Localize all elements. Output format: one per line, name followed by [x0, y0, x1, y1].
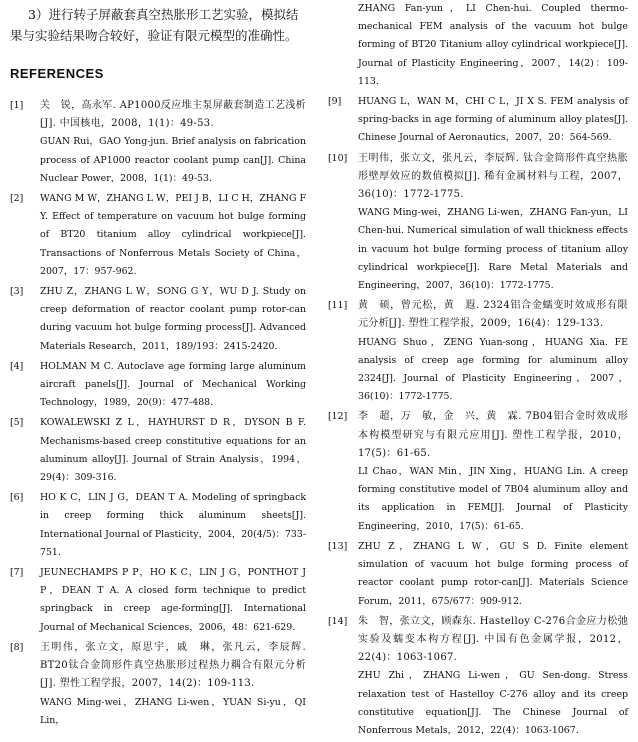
reference-item [328, 297, 628, 406]
reference-number: [10] [328, 152, 348, 164]
reference-text: WANG M W，ZHANG L W，PEI J B，LI C H，ZHANG F Y. Effect of temperature on vacuum hot bulge forming of BT20 titanium alloy cylindrical workpiece[J]. Transactions of Nonferrous Metals Society of China，2007，17：957-962. [40, 193, 306, 277]
reference-number: [6] [10, 492, 24, 504]
reference-item [10, 358, 306, 413]
reference-item [10, 414, 306, 487]
reference-number: [9] [328, 96, 342, 108]
reference-text: HO K C，LIN J G，DEAN T A. Modeling of springback in creep forming thick aluminum sheets[J]. International Journal of Plasticity，2004，20(4/5)：733-751. [40, 492, 306, 558]
reference-text: HUANG L，WAN M，CHI C L，JI X S. FEM analysis of spring-backs in age forming of aluminum alloy plates[J]. Chinese Journal of Aeronautics，2007，20：564-569. [358, 96, 628, 144]
reference-item [328, 408, 628, 535]
reference-number: [11] [328, 300, 348, 312]
reference-text: HUANG Shuo，ZENG Yuan-song，HUANG Xia. FE analysis of creep age forming for aluminum alloy 2324[J]. Journal of Plasticity Engineering，2007，36(10)：1772-1775. [358, 336, 628, 403]
reference-text: HOLMAN M C. Autoclave age forming large aluminum aircraft panels[J]. Journal of Mechanical Working Technology，1989，20(9)：477-488. [40, 360, 306, 409]
conclusion-text [10, 4, 306, 46]
reference-item [10, 564, 306, 637]
reference-text: GUAN Rui，GAO Yong-jun. Brief analysis on fabrication process of AP1000 reactor coolant pump can[J]. China Nuclear Power，2008，1(1)：49-53. [40, 136, 306, 184]
reference-item [328, 0, 628, 91]
reference-number: [8] [10, 641, 24, 653]
reference-item [328, 93, 628, 148]
reference-text: WANG Ming-wei，ZHANG Li-wen，YUAN Si-yu，QI Lin， [40, 696, 306, 726]
reference-item [10, 190, 306, 281]
reference-number: [13] [328, 540, 348, 552]
reference-text: 李 超，万 敏，金 兴，黄 霖. 7B04铝合金时效成形本构模型研究与有限元应用[J]. 塑性工程学报，2010，17(5)：61-65. [358, 411, 628, 459]
reference-text: ZHU Zhi，ZHANG Li-wen，GU Sen-dong. Stress relaxation test of Hastelloy C-276 alloy and its creep constitutive equation[J]. The Chinese Journal of Nonferrous Metals，2012，22(4)：1063-1067. [358, 670, 628, 736]
reference-text: ZHU Z，ZHANG L W，SONG G Y，WU D J. Study on creep deformation of reactor coolant pump rotor-can during vacuum hot bulge forming process[J]. Advanced Materials Research，2011，189/193：2415-2420. [40, 286, 306, 352]
reference-item [10, 639, 306, 730]
reference-number: [14] [328, 615, 348, 627]
reference-text: KOWALEWSKI Z L，HAYHURST D R，DYSON B F. Mechanisms-based creep constitutive equations for an aluminum alloy[J]. Journal of Strain Analysis，1994，29(4)：309-316. [40, 417, 306, 484]
reference-text: JEUNECHAMPS P P，HO K C，LIN J G，PONTHOT J P，DEAN T A. A closed form technique to predict springback in creep age-forming[J]. International Journal of Mechanical Sciences，2006，48：621-629. [40, 567, 306, 633]
reference-text: ZHANG Fan-yun，LI Chen-hui. Coupled thermo-mechanical FEM analysis of the vacuum hot bulge forming of BT20 Titanium alloy cylindrical workpiece[J]. Journal of Plasticity Engineering，2007，14(2)：109-113. [358, 3, 628, 87]
right-reference-list [328, 0, 628, 740]
reference-number: [12] [328, 411, 348, 423]
conclusion-line-1: 3）进行转子屏蔽套真空热胀形工艺实验，模拟结 [28, 7, 299, 22]
reference-number: [5] [10, 417, 24, 429]
reference-number: [2] [10, 193, 24, 205]
left-column [10, 0, 306, 732]
reference-text: LI Chao，WAN Min，JIN Xing，HUANG Lin. A creep forming constitutive model of 7B04 aluminum alloy and its application in FEM[J]. Journal of Plasticity Engineering，2010，17(5)：61-65. [358, 466, 628, 532]
reference-number: [7] [10, 567, 24, 579]
reference-text: 关 锐，高永军. AP1000反应堆主泵屏蔽套制造工艺浅析[J]. 中国核电，2008，1(1)：49-53. [40, 100, 306, 130]
reference-number: [3] [10, 286, 24, 298]
reference-text: ZHU Z，ZHANG L W，GU S D. Finite element simulation of vacuum hot bulge forming process of reactor coolant pump rotor-can[J]. Materials Science Forum，2011，675/677：909-912. [358, 540, 628, 607]
right-column [328, 0, 628, 742]
conclusion-line-2: 果与实验结果吻合较好，验证有限元模型的准确性。 [10, 28, 298, 43]
reference-number: [1] [10, 100, 24, 111]
reference-item [328, 538, 628, 611]
references-heading: REFERENCES [10, 66, 104, 81]
reference-text: 王明伟，张立文，原思宇，戚 琳，张凡云，李辰辉. BT20钛合金筒形件真空热胀形过程热力耦合有限元分析[J]. 塑性工程学报，2007，14(2)：109-113. [40, 641, 306, 690]
reference-item [10, 97, 306, 188]
reference-item [10, 489, 306, 562]
reference-text: 黄 硕，曾元松，黄 遐. 2324铝合金蠕变时效成形有限元分析[J]. 塑性工程学报，2009，16(4)：129-133. [358, 300, 628, 330]
reference-text: 王明伟，张立文，张凡云，李辰辉. 钛合金筒形件真空热胀形壁厚效应的数值模拟[J]. 稀有金属材料与工程，2007，36(10)：1772-1775. [358, 152, 628, 201]
reference-item [328, 613, 628, 740]
left-reference-list [10, 97, 306, 730]
reference-item [328, 150, 628, 296]
reference-text: 朱 智，张立文，顾森东. Hastelloy C-276合金应力松弛实验及蠕变本构方程[J]. 中国有色金属学报，2012，22(4)：1063-1067. [358, 615, 628, 664]
reference-text: WANG Ming-wei，ZHANG Li-wen，ZHANG Fan-yun，LI Chen-hui. Numerical simulation of wall thickness effects in vacuum hot bulge forming process of titanium alloy cylindrical workpiece[J]. Rare Metal Materials and Engineering，2007，36(10)：1772-1775. [358, 207, 628, 292]
reference-item [10, 283, 306, 356]
reference-number: [4] [10, 360, 24, 372]
